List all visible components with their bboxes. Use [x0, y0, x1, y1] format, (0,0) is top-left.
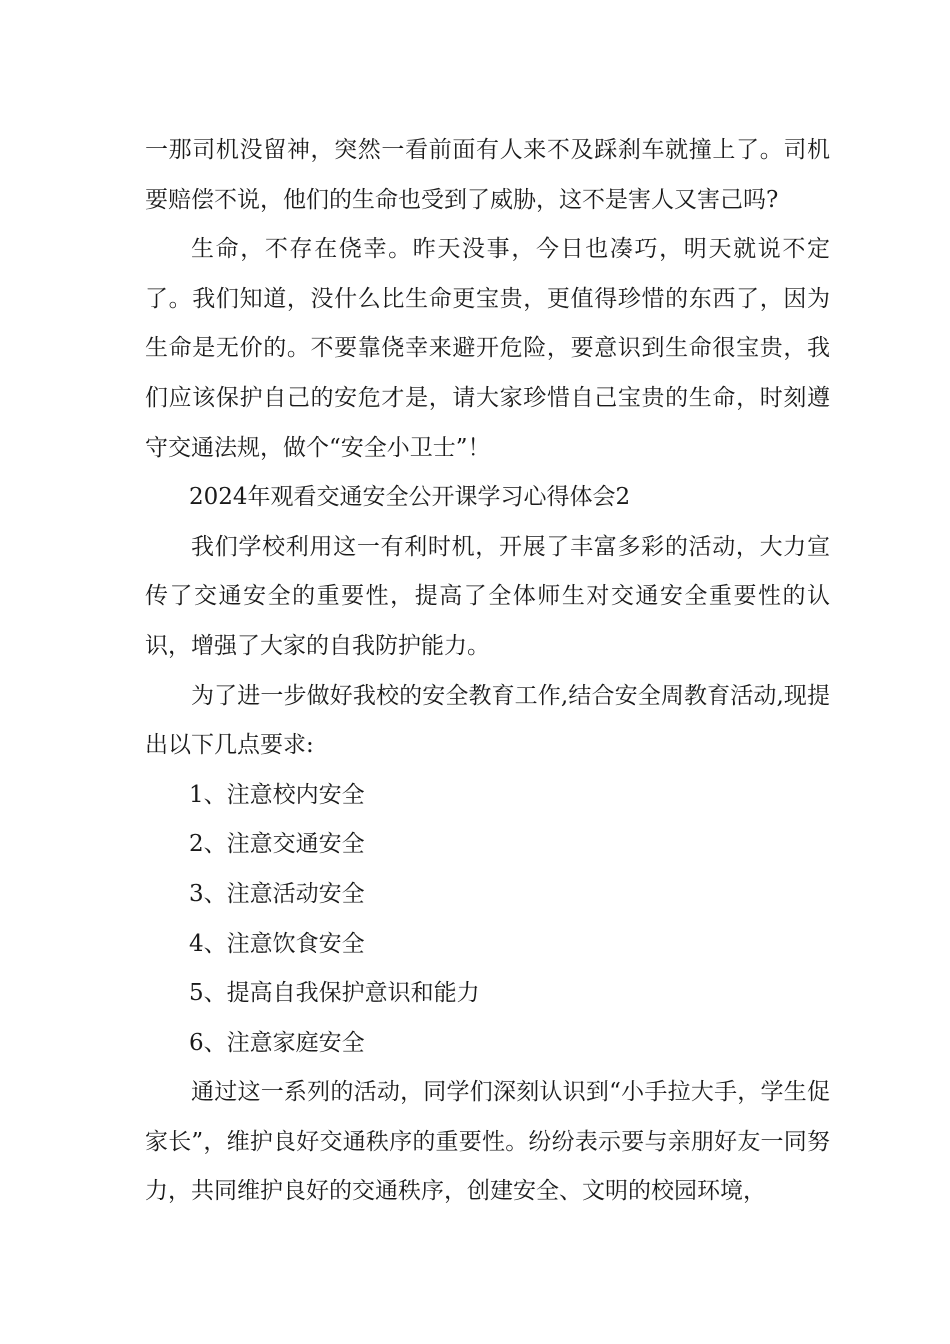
- list-item: 5、提高自我保护意识和能力: [189, 980, 480, 1007]
- list-item: 3、注意活动安全: [189, 880, 365, 907]
- paragraph-continuation: 一那司机没留神，突然一看前面有人来不及踩刹车就撞上了。司机要赔偿不说，他们的生命也受到了威胁，这不是害人又害己吗?: [145, 137, 830, 213]
- list-item: 6、注意家庭安全: [189, 1029, 365, 1056]
- document-body: [145, 126, 830, 1217]
- list-item: 4、注意饮食安全: [189, 930, 365, 957]
- list-item: 1、注意校内安全: [189, 781, 365, 808]
- paragraph-requirements-intro: 为了进一步做好我校的安全教育工作,结合安全周教育活动,现提出以下几点要求:: [145, 682, 830, 759]
- paragraph-school-activity: 我们学校利用这一有利时机，开展了丰富多彩的活动，大力宣传了交通安全的重要性，提高了全体师生对交通安全重要性的认识，增强了大家的自我防护能力。: [145, 533, 830, 659]
- paragraph-conclusion: 通过这一系列的活动，同学们深刻认识到“小手拉大手，学生促家长”，维护良好交通秩序的重要性。纷纷表示要与亲朋好友一同努力，共同维护良好的交通秩序，创建安全、文明的校园环境，: [145, 1079, 830, 1205]
- list-item: 2、注意交通安全: [189, 831, 365, 858]
- paragraph-luck: 生命，不存在侥幸。昨天没事，今日也凑巧，明天就说不定了。我们知道，没什么比生命更宝贵，更值得珍惜的东西了，因为生命是无价的。不要靠侥幸来避开危险，要意识到生命很宝贵，我们应该保护自己的安危才是，请大家珍惜自己宝贵的生命，时刻遵守交通法规，做个“安全小卫士”！: [145, 236, 830, 461]
- section-heading: 2024年观看交通安全公开课学习心得体会2: [189, 484, 631, 511]
